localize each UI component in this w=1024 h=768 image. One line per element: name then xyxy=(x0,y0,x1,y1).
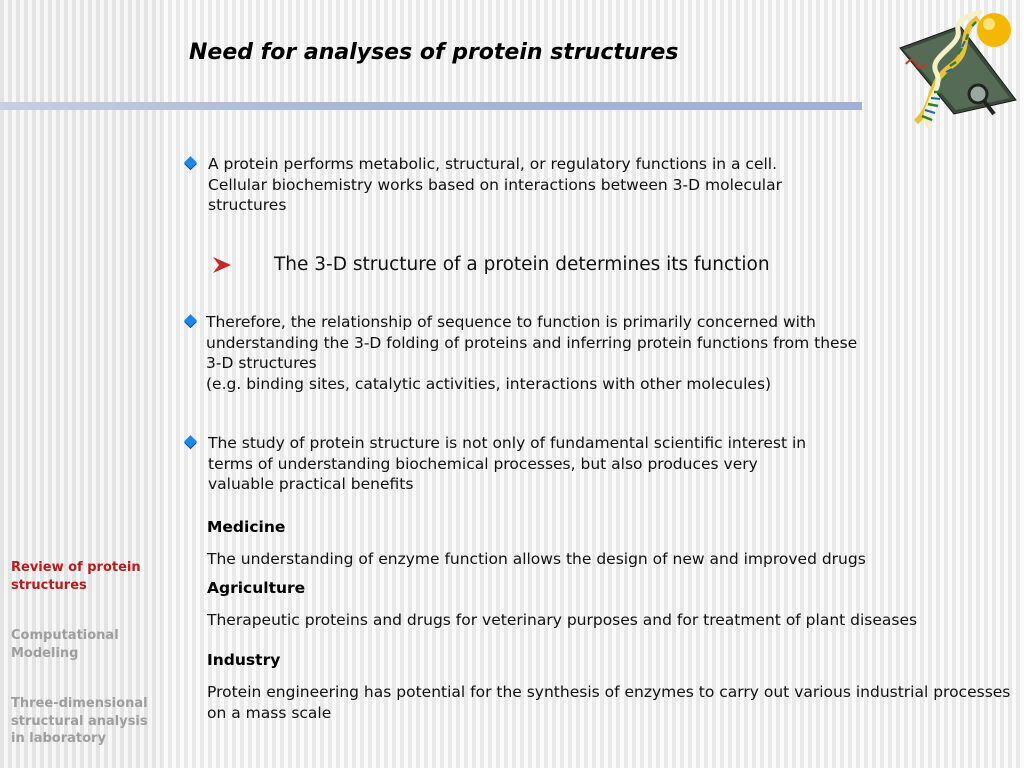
benefit-text-industry: Protein engineering has potential for the synthesis of enzymes to carry out various industrial processes on a mass scale xyxy=(207,683,1011,722)
nav-item-computational-modeling[interactable]: Computational Modeling xyxy=(11,628,119,661)
benefit-text-medicine: The understanding of enzyme function allows the design of new and improved drugs xyxy=(207,550,866,568)
benefit-heading-medicine: Medicine xyxy=(207,518,286,536)
page-title: Need for analyses of protein structures xyxy=(189,40,679,65)
nav-item-review-protein-structures[interactable]: Review of protein structures xyxy=(11,560,141,593)
nav-item-3d-structural-analysis[interactable]: Three-dimensional structural analysis in laboratory xyxy=(11,696,148,746)
bullet-text-1: A protein performs metabolic, structural, or regulatory functions in a cell. Cellular biochemistry works based on interactions between 3-D molecular structures xyxy=(208,155,782,214)
diamond-bullet-icon xyxy=(183,155,201,173)
dna-magnifier-logo-icon xyxy=(896,4,1020,134)
bullet-text-3: The study of protein structure is not only of fundamental scientific interest in terms of understanding biochemical processes, but also produces very valuable practical benefits xyxy=(208,434,807,493)
benefit-heading-agriculture: Agriculture xyxy=(207,579,306,597)
title-underline-bar xyxy=(0,102,862,110)
diamond-bullet-icon xyxy=(183,434,201,452)
key-point-text: The 3-D structure of a protein determines its function xyxy=(274,254,770,275)
arrow-bullet-icon xyxy=(212,256,232,274)
benefit-heading-industry: Industry xyxy=(207,651,281,669)
diamond-bullet-icon xyxy=(183,313,201,331)
bullet-text-2: Therefore, the relationship of sequence to function is primarily concerned with understanding the 3-D folding of proteins and inferring protein functions from these 3-D structures (e.g. binding sites, catalytic activities, interactions with other molecules) xyxy=(206,313,858,393)
benefit-text-agriculture: Therapeutic proteins and drugs for veterinary purposes and for treatment of plant diseases xyxy=(207,611,918,629)
